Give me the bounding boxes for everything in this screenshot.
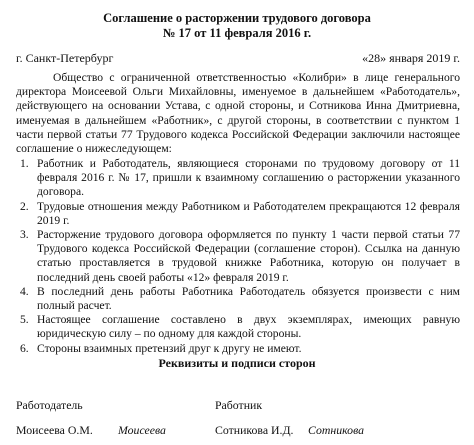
- item-text: Работник и Работодатель, являющиеся сторонами по трудовому договору от 11 февраля 2016 г. № 17, пришли к взаимному соглашению о расторжении указанного договора.: [37, 157, 460, 199]
- list-item: [16, 200, 460, 228]
- item-text: Настоящее соглашение составлено в двух экземплярах, имеющих равную юридическую силу – по одному для каждой стороны.: [37, 313, 460, 341]
- list-item: [16, 228, 460, 285]
- item-number: 3.: [20, 228, 29, 242]
- list-item: [16, 285, 460, 313]
- list-item: [16, 313, 460, 341]
- item-number: 6.: [20, 341, 29, 355]
- employee-name: Сотникова И.Д.: [215, 423, 294, 437]
- employee-label: Работник: [215, 398, 263, 412]
- place: г. Санкт-Петербург: [16, 51, 114, 65]
- terms-list: [16, 157, 460, 356]
- date: «28» января 2019 г.: [362, 51, 460, 65]
- employer-label: Работодатель: [16, 398, 83, 412]
- section-title: Реквизиты и подписи сторон: [158, 356, 316, 370]
- employer-name: Моисеева О.М.: [16, 423, 93, 437]
- list-item: [16, 157, 460, 200]
- item-text: В последний день работы Работника Работодатель обязуется произвести с ним полный расчет.: [37, 284, 460, 313]
- item-number: 5.: [20, 313, 29, 327]
- item-number: 2.: [20, 199, 29, 213]
- document-number: № 17 от 11 февраля 2016 г.: [162, 26, 312, 40]
- intro-paragraph: Общество с ограниченной ответственностью «Колибри» в лице генерального директора Моисеевой Ольги Михайловны, именуемое в дальнейшем «Работодатель», действующего на основании Устава, с одной стороны, и Сотникова Инна Дмитриевна, именуемая в дальнейшем «Работник», с другой стороны, в соответствии с пунктом 1 части первой статьи 77 Трудового кодекса Российской Федерации заключили настоящее соглашение о нижеследующем:: [16, 71, 460, 156]
- document-title: Соглашение о расторжении трудового договора: [103, 11, 371, 25]
- employee-signature: Сотникова: [308, 423, 365, 437]
- item-number: 4.: [20, 284, 29, 298]
- item-text: Трудовые отношения между Работником и Работодателем прекращаются 12 февраля 2019 г.: [37, 199, 460, 227]
- item-text: Стороны взаимных претензий друг к другу не имеют.: [37, 341, 302, 355]
- list-item: [16, 342, 460, 356]
- item-text: Расторжение трудового договора оформляется по пункту 1 части первой статьи 77 Трудового кодекса Российской Федерации (соглашение сторон). Ссылка на данную статью проставляется в трудовой книжке Работника, которую он получает в последний день своей работы «12» февраля 2019 г.: [37, 228, 460, 284]
- employer-signature: Моисеева: [118, 423, 166, 437]
- item-number: 1.: [20, 157, 29, 170]
